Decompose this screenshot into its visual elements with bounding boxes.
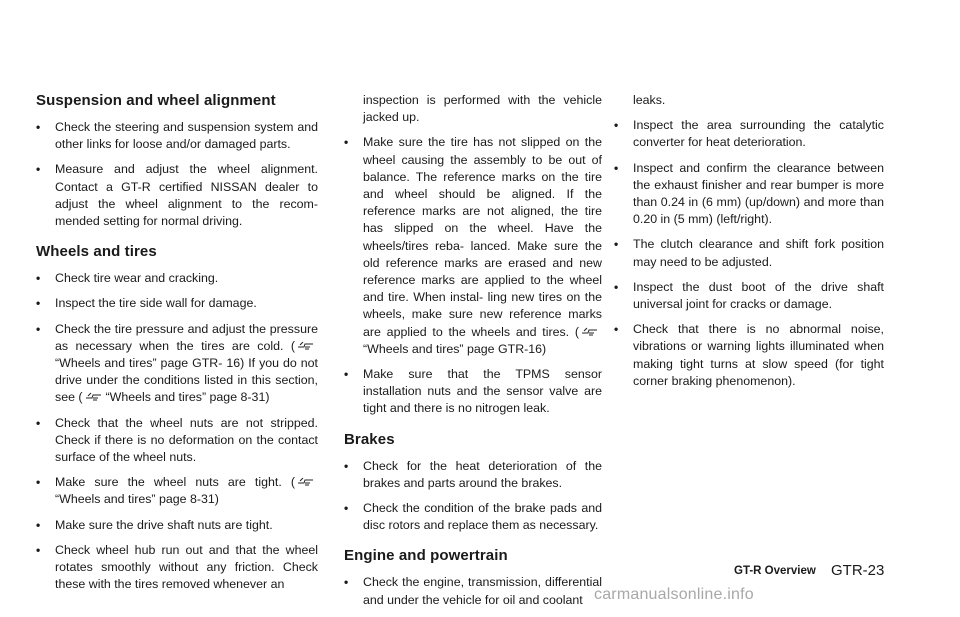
list-item: • Check the engine, transmission, differential and under the vehicle for oil and coolant xyxy=(344,575,602,607)
list-item: • Inspect and confirm the clearance between the exhaust finisher and rear bumper is more than 0.24 in (6 mm) (up/down) and more than 0.20 in (5 mm) (left/right). xyxy=(614,160,884,227)
continuation-text: leaks. xyxy=(633,93,666,107)
heading-suspension: Suspension and wheel alignment xyxy=(36,92,276,109)
list-item: • Check the steering and suspension system and other links for loose and/or damaged parts. xyxy=(36,120,318,152)
reference-link[interactable]: “Wheels and tires” page GTR- 16) xyxy=(55,356,245,371)
reference-link[interactable]: “Wheels and tires” page GTR-16) xyxy=(363,341,547,356)
list-item: • Check wheel hub run out and that the wheel rotates smoothly without any friction. Check these with the tires removed whenever an xyxy=(36,542,318,592)
list-item: • Check the condition of the brake pads and disc rotors and replace them as necessary. xyxy=(344,501,602,533)
page-footer xyxy=(734,562,894,582)
heading-engine-powertrain: Engine and powertrain xyxy=(344,547,508,565)
list-brakes xyxy=(344,458,602,535)
list-item: • The clutch clearance and shift fork position may need to be adjusted. xyxy=(614,237,884,269)
list-item: • Measure and adjust the wheel alignment. Contact a GT-R certified NISSAN dealer to adjust the wheel alignment to the recom- mended setting for normal driving. xyxy=(36,162,318,229)
list-engine-powertrain xyxy=(344,574,602,608)
list-item: • Make sure the drive shaft nuts are tight. xyxy=(36,517,273,532)
list-wheels-tires xyxy=(36,270,318,593)
column-2 xyxy=(344,92,602,617)
column-1 xyxy=(36,92,318,601)
pointing-hand-icon xyxy=(297,477,316,487)
column-3 xyxy=(614,92,884,398)
heading-brakes: Brakes xyxy=(344,430,395,448)
watermark: carmanualsonline.info xyxy=(594,586,754,603)
list-item: • Inspect the tire side wall for damage. xyxy=(36,296,257,311)
list-item: • Inspect the area surrounding the catalytic converter for heat deterioration. xyxy=(614,118,884,150)
list-tire-checks xyxy=(344,134,602,417)
reference-link[interactable]: “Wheels and tires” page 8-31) xyxy=(55,492,219,507)
list-item: • Make sure the tire has not slipped on the wheel causing the assembly to be out of balance. The reference marks on the tire and wheel should be aligned. If the reference marks are not aligned, the tire has slipped on the wheel. Have the wheels/tires reba- lanced. Make sure the old reference marks are erased and new reference marks are applied to the wheel and tire. When instal- ling new tires on the wheels, make sure new reference marks are applied to the wheels and tires. (“Wheels and tires” page GTR-16) xyxy=(344,135,602,356)
list-item: • Check for the heat deterioration of the brakes and parts around the brakes. xyxy=(344,458,602,490)
list-item: • Check the tire pressure and adjust the pressure as necessary when the tires are cold. (“Wheels and tires” page GTR- 16) If you do not drive under the conditions listed in this section, see ( “Wheels and tires” page 8-31) xyxy=(36,321,318,405)
footer-section-title: GT-R Overview xyxy=(734,565,816,577)
list-suspension xyxy=(36,119,318,230)
list-item: • Check tire wear and cracking. xyxy=(36,271,219,286)
list-item: • Check that there is no abnormal noise, vibrations or warning lights illuminated when making tight turns at slow speed (for tight corner braking phenomenon). xyxy=(614,322,884,388)
continuation-text: inspection is performed with the vehicle jacked up. xyxy=(363,93,602,125)
list-item: • Make sure the wheel nuts are tight. (“Wheels and tires” page 8-31) xyxy=(36,474,318,508)
page-number: GTR-23 xyxy=(831,562,885,579)
pointing-hand-icon xyxy=(581,327,600,337)
list-powertrain-checks xyxy=(614,117,884,390)
list-item: • Check that the wheel nuts are not stripped. Check if there is no deformation on the contact surface of the wheel nuts. xyxy=(36,415,318,465)
list-item: • Inspect the dust boot of the drive shaft universal joint for cracks or damage. xyxy=(614,279,884,312)
pointing-hand-icon xyxy=(297,341,316,351)
pointing-hand-icon xyxy=(85,392,104,402)
heading-wheels-tires: Wheels and tires xyxy=(36,243,157,261)
reference-link[interactable]: “Wheels and tires” page 8-31) xyxy=(105,390,270,405)
list-item: • Make sure that the TPMS sensor installation nuts and the sensor valve are tight and there is no nitrogen leak. xyxy=(344,367,602,416)
